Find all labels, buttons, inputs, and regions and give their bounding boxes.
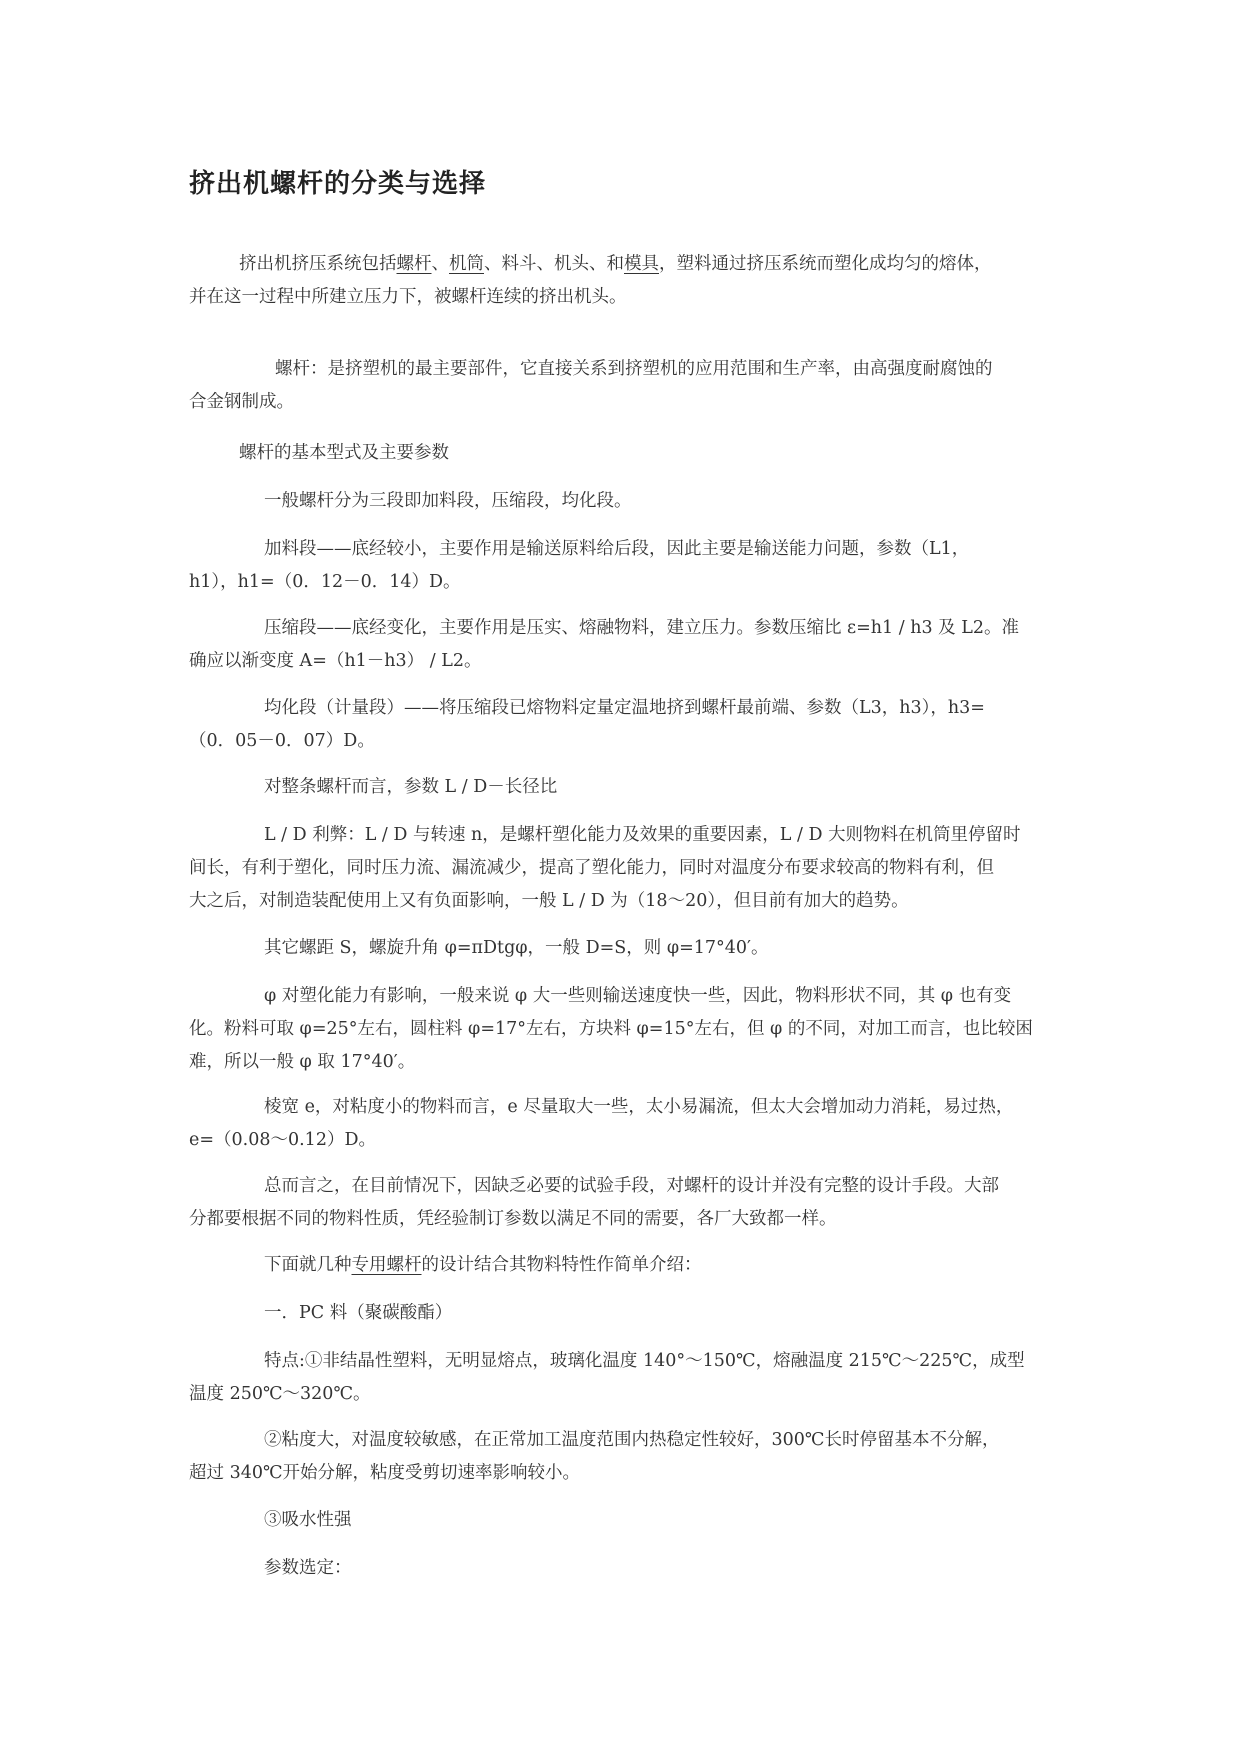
ld-pros-paragraph <box>189 819 1069 918</box>
ld-intro-paragraph: 对整条螺杆而言，参数 L / D－长径比 <box>264 777 558 797</box>
metering-line-1: 均化段（计量段）——将压缩段已熔物料定量定温地挤到螺杆最前端、参数（L3，h3），h3= <box>264 698 985 718</box>
summary-line-1: 总而言之，在目前情况下，因缺乏必要的试验手段，对螺杆的设计并没有完整的设计手段。大部 <box>264 1176 999 1196</box>
pc-feature-2-line-1: ②粘度大，对温度较敏感，在正常加工温度范围内热稳定性较好，300℃长时停留基本不分解， <box>264 1430 1000 1450</box>
param-select-paragraph: 参数选定： <box>264 1558 352 1578</box>
ld-pros-line-2: 间长，有利于塑化，同时压力流、漏流减少，提高了塑化能力，同时对温度分布要求较高的物料有利，但 <box>189 858 994 878</box>
intro-paragraph <box>189 248 1069 314</box>
pc-feature-2-paragraph <box>189 1424 1069 1490</box>
flight-width-paragraph <box>189 1091 1069 1157</box>
feed-line-1: 加料段——底经较小，主要作用是输送原料给后段，因此主要是输送能力问题，参数（L1， <box>264 539 970 559</box>
special-screw-paragraph: 下面就几种专用螺杆的设计结合其物料特性作简单介绍： <box>264 1255 702 1275</box>
barrel-link[interactable]: 机筒 <box>449 254 484 274</box>
intro-line-2: 并在这一过程中所建立压力下，被螺杆连续的挤出机头。 <box>189 287 627 307</box>
screw-def-line-2: 合金钢制成。 <box>189 392 294 412</box>
metering-line-2: （0．05－0．07）D。 <box>189 731 375 751</box>
flight-line-2: e=（0.08～0.12）D。 <box>189 1130 376 1150</box>
phi-line-1: φ 对塑化能力有影响，一般来说 φ 大一些则输送速度快一些，因此，物料形状不同，其 φ 也有变 <box>264 986 1012 1006</box>
phi-line-2: 化。粉料可取 φ=25°左右，圆柱料 φ=17°左右，方块料 φ=15°左右，但 φ 的不同，对加工而言，也比较困 <box>189 1019 1033 1039</box>
feed-line-2: h1），h1=（0．12－0．14）D。 <box>189 572 461 592</box>
flight-line-1: 棱宽 e，对粘度小的物料而言，e 尽量取大一些，太小易漏流，但太大会增加动力消耗，易过热， <box>264 1097 1014 1117</box>
screw-link[interactable]: 螺杆 <box>396 254 432 274</box>
three-sections-paragraph: 一般螺杆分为三段即加料段，压缩段，均化段。 <box>264 491 632 511</box>
compression-section-paragraph <box>189 612 1069 678</box>
phi-line-3: 难，所以一般 φ 取 17°40′。 <box>189 1052 416 1072</box>
intro-line-1: 挤出机挤压系统包括螺杆、机筒、料斗、机头、和模具，塑料通过挤压系统而塑化成均匀的熔体， <box>239 254 992 274</box>
summary-paragraph <box>189 1170 1069 1236</box>
mold-link[interactable]: 模具 <box>624 254 659 274</box>
screw-def-line-1: 螺杆：是挤塑机的最主要部件，它直接关系到挤塑机的应用范围和生产率，由高强度耐腐蚀的 <box>275 359 993 379</box>
ld-pros-line-3: 大之后，对制造装配使用上又有负面影响，一般 L / D 为（18～20），但目前有加大的趋势。 <box>189 891 909 911</box>
basic-form-heading: 螺杆的基本型式及主要参数 <box>239 443 449 463</box>
pc-feature-2-line-2: 超过 340℃开始分解，粘度受剪切速率影响较小。 <box>189 1463 581 1483</box>
pc-feature-1-line-1: 特点:①非结晶性塑料，无明显熔点，玻璃化温度 140°～150℃，熔融温度 215℃～225℃，成型 <box>264 1351 1025 1371</box>
feed-section-paragraph <box>189 533 1069 599</box>
pc-feature-1-line-2: 温度 250℃～320℃。 <box>189 1384 371 1404</box>
ld-pros-line-1: L / D 利弊：L / D 与转速 n，是螺杆塑化能力及效果的重要因素，L / D 大则物料在机筒里停留时 <box>264 825 1021 845</box>
phi-effect-paragraph <box>189 980 1069 1079</box>
compression-line-2: 确应以渐变度 A=（h1－h3） / L2。 <box>189 651 482 671</box>
special-screw-link[interactable]: 专用螺杆 <box>351 1255 422 1275</box>
summary-line-2: 分都要根据不同的物料性质，凭经验制订参数以满足不同的需要，各厂大致都一样。 <box>189 1209 837 1229</box>
document-title: 挤出机螺杆的分类与选择 <box>189 169 487 199</box>
pitch-paragraph: 其它螺距 S，螺旋升角 φ=πDtgφ，一般 D=S，则 φ=17°40′。 <box>264 938 769 958</box>
compression-line-1: 压缩段——底经变化，主要作用是压实、熔融物料，建立压力。参数压缩比 ε=h1 / h3 及 L2。准 <box>264 618 1020 638</box>
metering-section-paragraph <box>189 692 1069 758</box>
pc-heading: 一．PC 料（聚碳酸酯） <box>264 1303 453 1323</box>
pc-feature-1-paragraph <box>189 1345 1069 1411</box>
screw-definition-paragraph <box>189 353 1069 419</box>
pc-feature-3-paragraph: ③吸水性强 <box>264 1510 352 1530</box>
